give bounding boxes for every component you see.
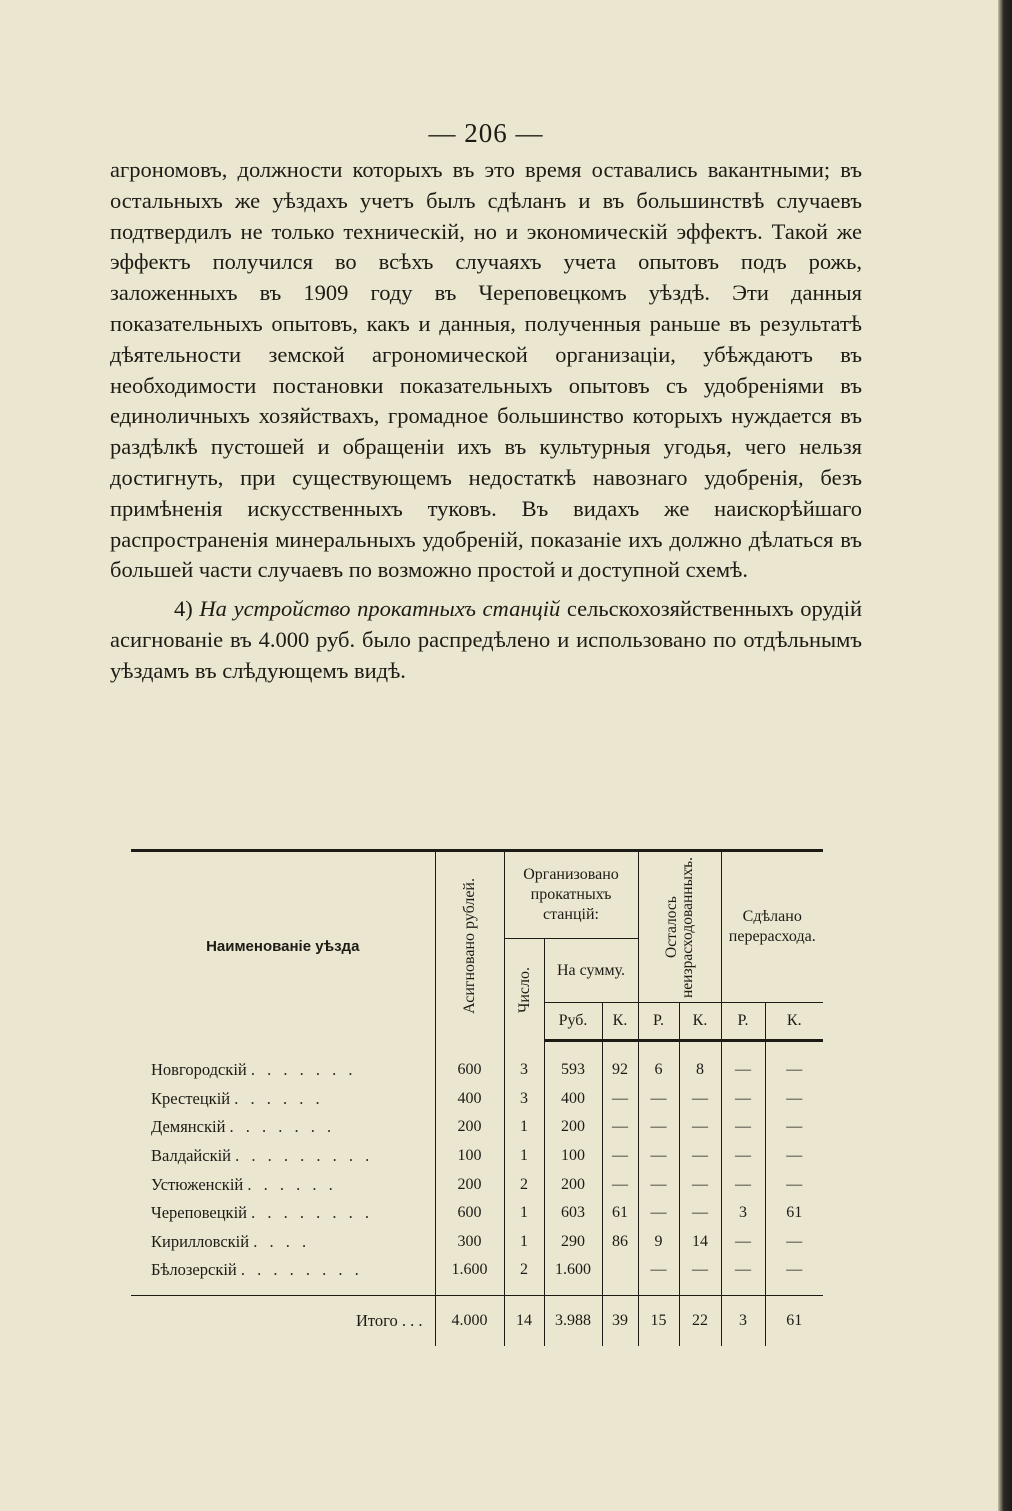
unspent-r-cell: — [638,1142,679,1171]
assigned-cell: 300 [435,1228,504,1257]
count-cell: 2 [504,1170,544,1199]
header-rub: Руб. [544,1003,602,1041]
kop-cell [602,1256,638,1295]
header-overspent: Сдѣлано перерасхода. [721,851,823,1003]
unspent-r-cell: — [638,1085,679,1114]
unspent-k-cell: — [679,1256,721,1295]
unspent-k-cell: 8 [679,1041,721,1085]
rub-cell: 1.600 [544,1256,602,1295]
unspent-r-cell: — [638,1113,679,1142]
header-assigned: Асигновано рублей. [435,851,504,1041]
kop-cell: — [602,1113,638,1142]
rub-cell: 603 [544,1199,602,1228]
table-row [131,1170,823,1199]
rub-cell: 200 [544,1113,602,1142]
page-number: — 206 — [428,118,544,148]
overspent-k-cell: — [765,1228,823,1257]
count-cell: 1 [504,1228,544,1257]
header-count: Число. [504,939,544,1041]
total-overspent-k: 61 [765,1295,823,1346]
table-row [131,1228,823,1257]
rub-cell: 290 [544,1228,602,1257]
assigned-cell: 1.600 [435,1256,504,1295]
leader-dots: . . . . [253,1231,311,1251]
district-name: Валдайскій [151,1146,232,1166]
assigned-cell: 100 [435,1142,504,1171]
overspent-k-cell: 61 [765,1199,823,1228]
count-cell: 1 [504,1142,544,1171]
district-name: Крестецкій [151,1088,231,1108]
leader-dots: . . . . . . [247,1174,337,1194]
count-cell: 3 [504,1041,544,1085]
leader-dots: . . . . . . . [250,1059,357,1079]
header-overspent-k: К. [765,1003,823,1041]
header-district-name: Наименованіе уѣзда [206,937,360,955]
header-unspent-k: К. [679,1003,721,1041]
unspent-k-cell: 14 [679,1228,721,1257]
kop-cell: — [602,1142,638,1171]
assigned-cell: 400 [435,1085,504,1114]
item-4-text: сельскохозяйственныхъ орудій асигнованіе въ 4.000 руб. было распредѣлено и использовано по отдѣльнымъ уѣздамъ въ слѣдующемъ видѣ. [110,596,862,683]
leader-dots: . . . . . . . . . [235,1146,374,1166]
leader-dots: . . . . . . . . [240,1260,363,1280]
overspent-k-cell: — [765,1113,823,1142]
kop-cell: 92 [602,1041,638,1085]
rub-cell: 200 [544,1170,602,1199]
header-unspent-r: Р. [638,1003,679,1041]
kop-cell: 86 [602,1228,638,1257]
leader-dots: . . . . . . . [229,1117,336,1137]
district-name: Новгородскій [151,1059,247,1079]
total-overspent-r: 3 [721,1295,765,1346]
total-label: Итого . . . [131,1295,435,1346]
unspent-k-cell: — [679,1199,721,1228]
item-4-number: 4) [174,596,193,622]
unspent-r-cell: — [638,1170,679,1199]
rub-cell: 100 [544,1142,602,1171]
total-kop: 39 [602,1295,638,1346]
item-4-paragraph [110,594,862,686]
rub-cell: 400 [544,1085,602,1114]
header-overspent-r: Р. [721,1003,765,1041]
table-row [131,1199,823,1228]
body-text [110,155,862,687]
total-count: 14 [504,1295,544,1346]
count-cell: 1 [504,1113,544,1142]
total-assigned: 4.000 [435,1295,504,1346]
overspent-k-cell: — [765,1142,823,1171]
leader-dots: . . . . . . [234,1088,324,1108]
table-row [131,1085,823,1114]
unspent-r-cell: 9 [638,1228,679,1257]
overspent-r-cell: — [721,1041,765,1085]
overspent-r-cell: 3 [721,1199,765,1228]
unspent-r-cell: — [638,1256,679,1295]
kop-cell: — [602,1170,638,1199]
total-unspent-r: 15 [638,1295,679,1346]
table-row [131,1142,823,1171]
book-edge [998,0,1012,1511]
total-row [131,1295,823,1346]
unspent-k-cell: — [679,1170,721,1199]
table-row [131,1041,823,1085]
overspent-r-cell: — [721,1170,765,1199]
header-organized: Организовано прокатныхъ станцій: [504,851,638,939]
assigned-cell: 200 [435,1170,504,1199]
overspent-k-cell: — [765,1041,823,1085]
district-name: Устюженскій [151,1174,244,1194]
overspent-r-cell: — [721,1085,765,1114]
kop-cell: 61 [602,1199,638,1228]
overspent-k-cell: — [765,1085,823,1114]
kop-cell: — [602,1085,638,1114]
assigned-cell: 600 [435,1041,504,1085]
page-content [110,118,862,687]
overspent-r-cell: — [721,1228,765,1257]
overspent-r-cell: — [721,1142,765,1171]
total-rub: 3.988 [544,1295,602,1346]
header-unspent: Осталось неизрасходованныхъ. [638,851,721,1003]
district-name: Череповецкій [151,1203,247,1223]
count-cell: 3 [504,1085,544,1114]
stations-table [131,849,823,1346]
count-cell: 2 [504,1256,544,1295]
overspent-r-cell: — [721,1113,765,1142]
assigned-cell: 200 [435,1113,504,1142]
unspent-r-cell: 6 [638,1041,679,1085]
header-for-sum: На сумму. [544,939,638,1003]
total-unspent-k: 22 [679,1295,721,1346]
overspent-k-cell: — [765,1170,823,1199]
paragraph: агрономовъ, должности которыхъ въ это время оставались вакантными; въ остальныхъ же уѣздахъ учетъ былъ сдѣланъ и въ большинствѣ случаевъ подтвердилъ не только техническій, но и экономическій эффектъ. Такой же эффектъ получился во всѣхъ случаяхъ учета опытовъ подъ рожь, заложенныхъ въ 1909 году въ Череповецкомъ уѣздѣ. Эти данныя показательныхъ опытовъ, какъ и данныя, полученныя раньше въ результатѣ дѣятельности земской агрономической организаціи, убѣждаютъ въ необходимости постановки показательныхъ опытовъ съ удобреніями въ единоличныхъ хозяйствахъ, громадное большинство которыхъ нуждается въ раздѣлкѣ пустошей и обращеніи ихъ въ культурныя угодья, чего нельзя достигнуть, при существующемъ недостаткѣ навознаго удобренія, безъ примѣненія искусственныхъ туковъ. Въ видахъ же наискорѣйшаго распространенія минеральныхъ удобреній, показаніе ихъ должно дѣлаться въ большей части случаевъ по возможно простой и доступной схемѣ. [110,157,862,583]
rub-cell: 593 [544,1041,602,1085]
overspent-r-cell: — [721,1256,765,1295]
unspent-k-cell: — [679,1142,721,1171]
district-name: Кирилловскій [151,1231,250,1251]
item-4-title: На устройство прокатныхъ станцій [199,596,561,622]
table-row [131,1256,823,1295]
district-name: Бѣлозерскій [151,1260,237,1280]
table-row [131,1113,823,1142]
assigned-cell: 600 [435,1199,504,1228]
district-name: Демянскій [151,1117,226,1137]
leader-dots: . . . . . . . . [251,1203,373,1223]
overspent-k-cell: — [765,1256,823,1295]
unspent-k-cell: — [679,1085,721,1114]
unspent-k-cell: — [679,1113,721,1142]
unspent-r-cell: — [638,1199,679,1228]
header-kop: К. [602,1003,638,1041]
count-cell: 1 [504,1199,544,1228]
